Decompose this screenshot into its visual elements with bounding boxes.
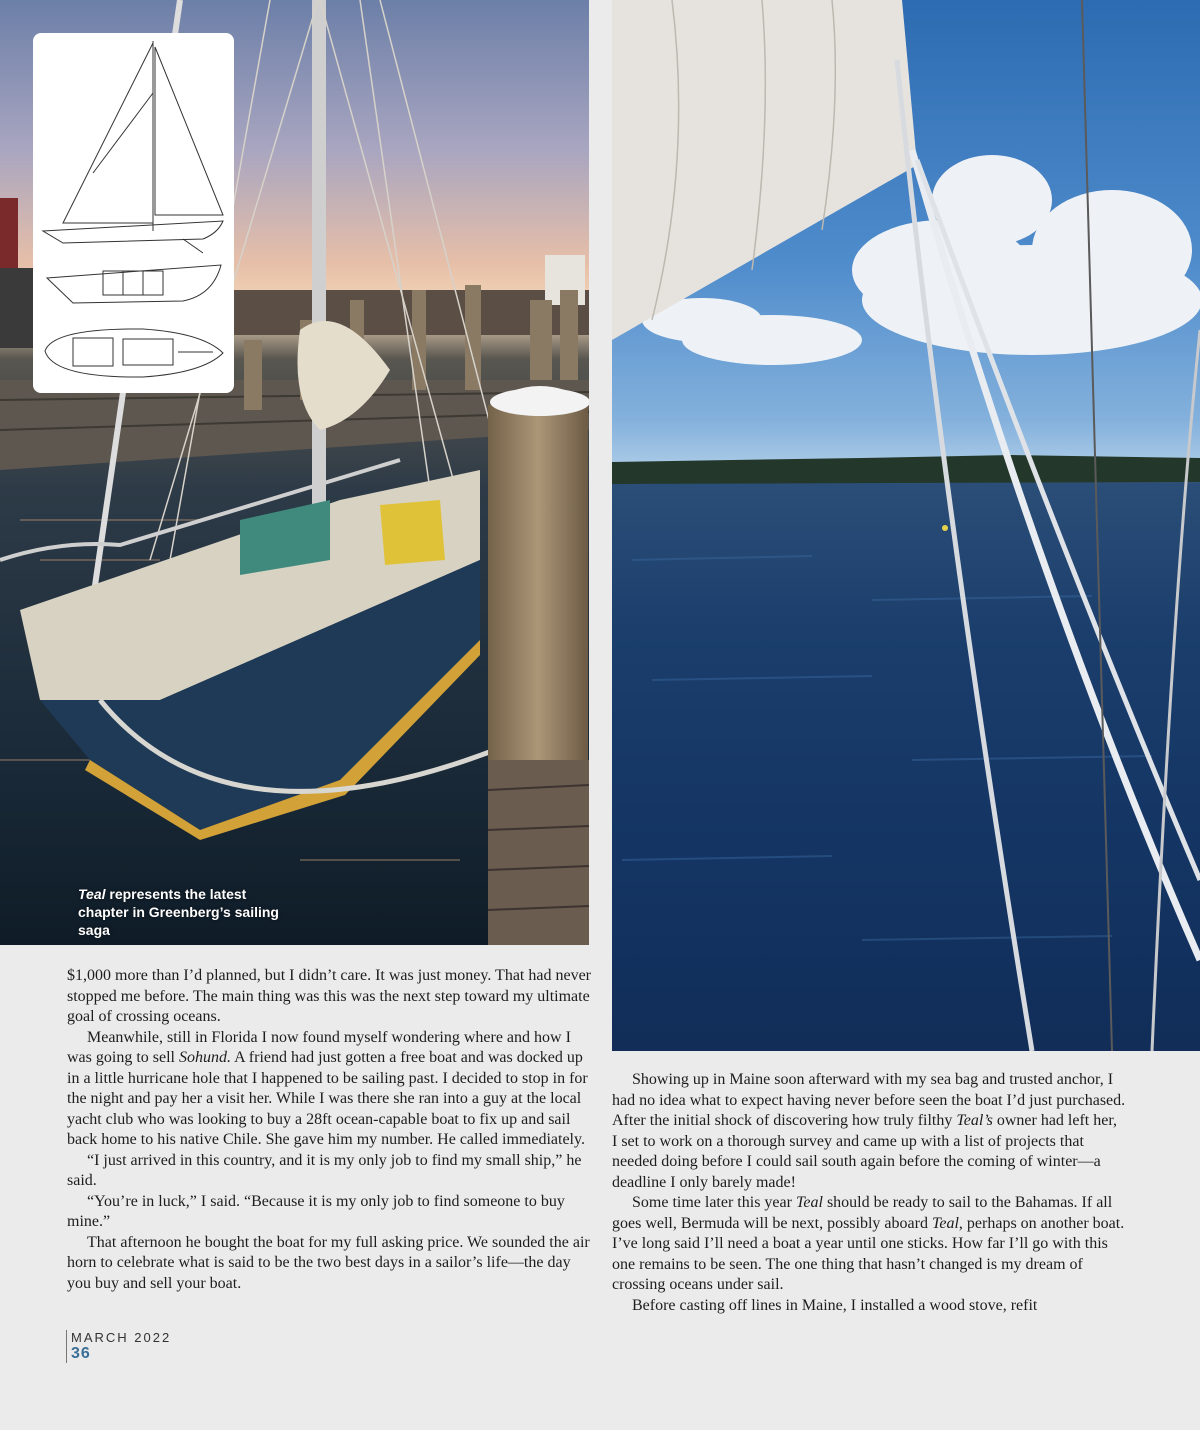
boat-name: Teal’s <box>956 1112 993 1129</box>
paragraph: “I just arrived in this country, and it is my only job to find my small ship,” he said. <box>67 1151 582 1189</box>
paragraph-text: Showing up in Maine soon afterward with my sea bag and trusted anchor, I had no idea what to expect having never before seen the boat I’d just purchased. After the initial shock of discovering how truly filthy <box>612 1071 1126 1129</box>
paragraph-text: , perhaps on another boat. I’ve long said I’ll need a boat a year until one sticks. How far I’ll go with this one remains to be seen. The one thing that hasn’t changed is my dream of crossing oceans under sail. <box>612 1214 1125 1293</box>
paragraph: $1,000 more than I’d planned, but I didn’t care. It was just money. That had never stopped me before. The main thing was this was the next step toward my ultimate goal of crossing oceans. <box>67 967 592 1025</box>
boat-name: Sohund. <box>179 1049 231 1066</box>
paragraph-text: A friend had just gotten a free boat and was docked up in a little hurricane hole that I happened to be sailing past. I decided to stop in for the night and pay her a visit her. While I was there she ran into a guy at the local yacht club who was looking to buy a 28ft ocean-capable boat to fix up and sail back home to his native Chile. She gave him my number. He called immediately. <box>67 1049 588 1148</box>
left-text-column <box>67 966 591 1294</box>
paragraph: “You’re in luck,” I said. “Because it is my only job to find someone to buy mine.” <box>67 1192 565 1230</box>
paragraph <box>612 1070 1126 1193</box>
sail-plan-drawing <box>33 33 234 393</box>
right-text-column <box>612 1070 1126 1316</box>
caption-text: represents the latest chapter in Greenberg’s sailing saga <box>78 886 279 938</box>
paragraph-text: owner had left her, I set to work on a thorough survey and came up with a list of projects that needed doing before I could sail south again before the coming of winter—a deadline I only barely made! <box>612 1112 1118 1191</box>
marina-photo <box>0 0 589 945</box>
caption-boat-name: Teal <box>78 886 106 902</box>
paragraph <box>612 1193 1126 1296</box>
paragraph <box>67 1028 591 1151</box>
page-number: 36 <box>71 1345 91 1362</box>
paragraph: Before casting off lines in Maine, I installed a wood stove, refit <box>632 1296 1038 1314</box>
sailing-photo-illustration <box>612 0 1200 1051</box>
paragraph: That afternoon he bought the boat for my full asking price. We sounded the air horn to celebrate what is said to be the two best days in a sailor’s life—the day you buy and sell your boat. <box>67 1233 590 1292</box>
paragraph-text: Some time later this year <box>632 1194 796 1211</box>
folio <box>66 1330 171 1363</box>
sail-plan-illustration <box>33 33 234 393</box>
photo-caption <box>78 885 298 939</box>
sailing-photo <box>612 0 1200 1051</box>
paragraph-text: should be ready to sail to the Bahamas. If all goes well, Bermuda will be next, possibly aboard <box>612 1194 1113 1232</box>
issue-month: MARCH 2022 <box>71 1330 172 1345</box>
boat-name: Teal <box>931 1214 959 1232</box>
paragraph-text: Meanwhile, still in Florida I now found myself wondering where and how I was going to sell <box>67 1028 571 1066</box>
boat-name: Teal <box>795 1194 823 1211</box>
